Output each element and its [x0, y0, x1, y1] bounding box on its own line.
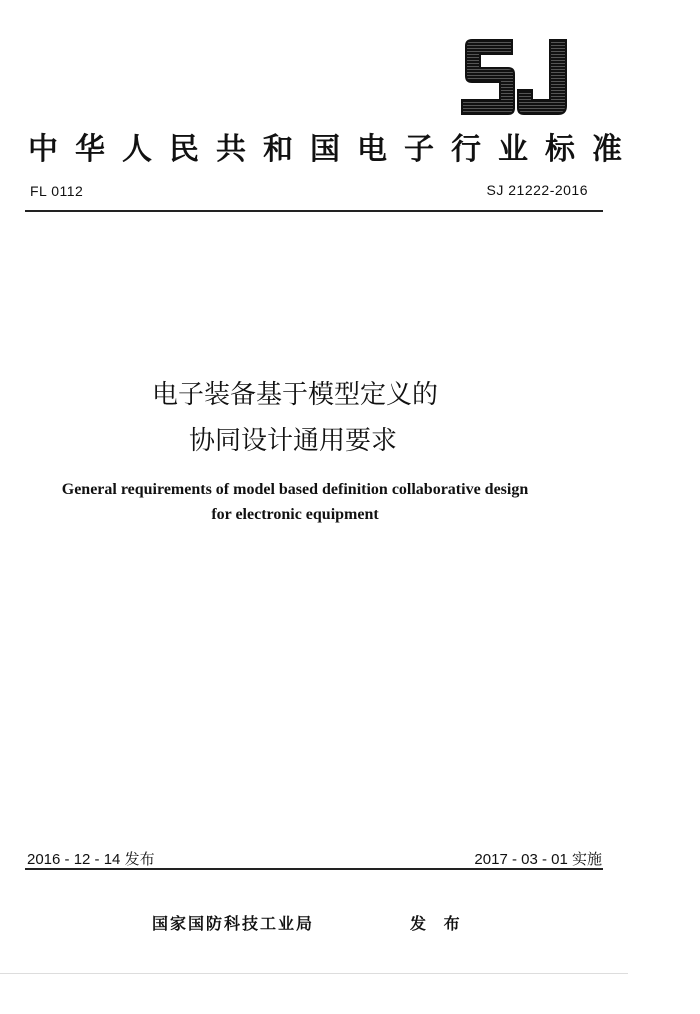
publisher-name: 国家国防科技工业局: [152, 914, 315, 933]
chinese-title-line1: 电子装备基于模型定义的: [151, 380, 438, 410]
implementation-date: 2017 - 03 - 01 实施: [474, 851, 602, 868]
sj-logo: [456, 36, 574, 118]
chinese-title-line2: 协同设计通用要求: [188, 426, 397, 456]
publish-label: 发 布: [410, 914, 466, 933]
issue-date: 2016 - 12 - 14 发布: [27, 851, 155, 868]
sj-logo-graphic: [456, 36, 574, 118]
standard-number: SJ 21222-2016: [486, 182, 588, 198]
page-bottom-line: [0, 973, 628, 974]
footer-divider: [25, 868, 603, 870]
english-title-line2: for electronic equipment: [211, 506, 379, 523]
english-title-line1: General requirements of model based definition collaborative design: [61, 481, 529, 498]
classification-code: FL 0112: [30, 183, 84, 199]
header-divider: [25, 210, 603, 212]
standard-type-title: 中华人民共和国电子行业标准: [28, 132, 639, 167]
